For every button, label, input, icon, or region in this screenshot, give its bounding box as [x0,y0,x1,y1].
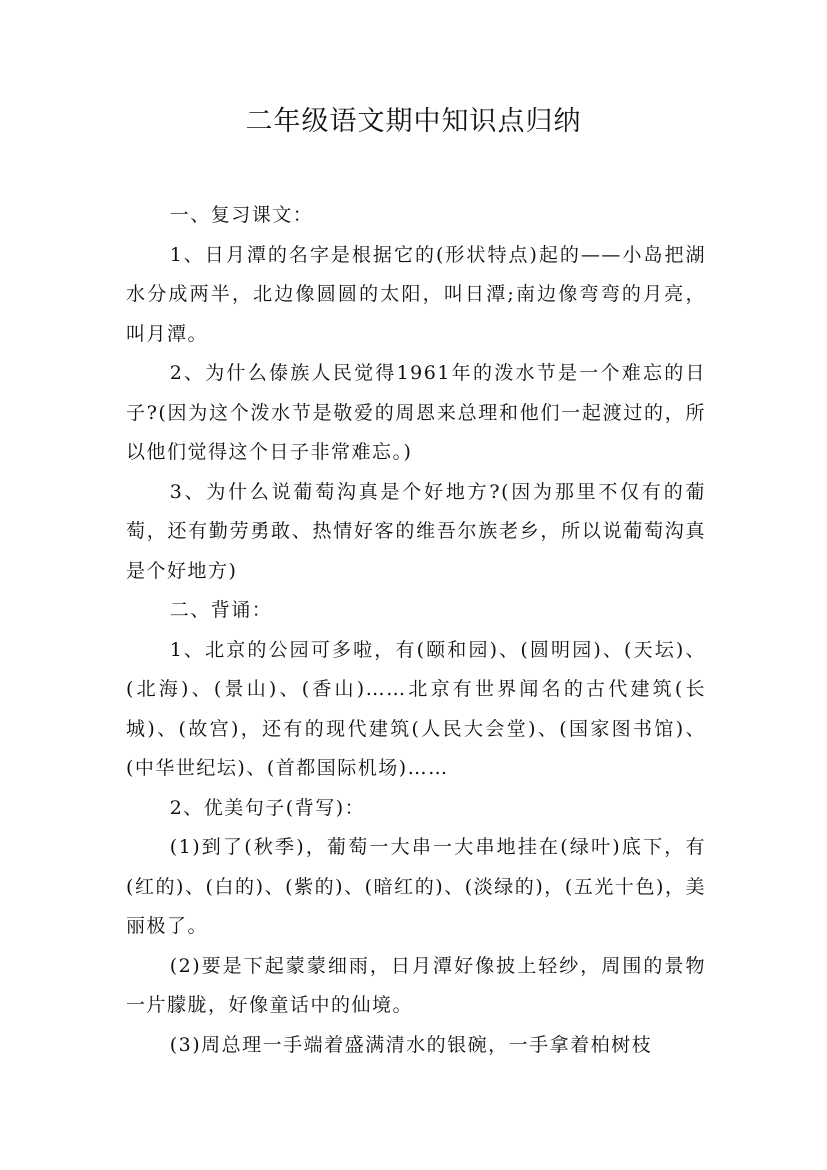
sentence-item-1: (1)到了(秋季)，葡萄一大串一大串地挂在(绿叶)底下，有(红的)、(白的)、(紫的)、(暗红的)、(淡绿的)，(五光十色)，美丽极了。 [126,836,706,937]
sentence-item-3: (3)周总理一手端着盛满清水的银碗，一手拿着柏树枝 [169,1033,653,1056]
paragraph-grape-valley: 3、为什么说葡萄沟真是个好地方?(因为那里不仅有的葡萄，还有勤劳勇敢、热情好客的维吾尔族老乡，所以说葡萄沟真是个好地方) [126,480,706,582]
sentence-item-2: (2)要是下起蒙蒙细雨，日月潭好像披上轻纱，周围的景物一片朦胧，好像童话中的仙境。 [126,954,706,1016]
subheading-sentences: 2、优美句子(背写)： [169,796,366,819]
section-heading-recite: 二、背诵： [169,599,273,621]
paragraph-sun-moon-lake: 1、日月潭的名字是根据它的(形状特点)起的——小岛把湖水分成两半，北边像圆圆的太阳，叫日潭;南边像弯弯的月亮，叫月潭。 [126,243,706,345]
paragraph-beijing-parks: 1、北京的公园可多啦，有(颐和园)、(圆明园)、(天坛)、(北海)、(景山)、(香山)……北京有世界闻名的古代建筑(长城)、(故宫)，还有的现代建筑(人民大会堂)、(国家图书馆)、(中华世纪坛)、(首都国际机场)…… [126,638,706,779]
paragraph-water-festival: 2、为什么傣族人民觉得1961年的泼水节是一个难忘的日子?(因为这个泼水节是敬爱的周恩来总理和他们一起渡过的，所以他们觉得这个日子非常难忘。) [126,362,706,463]
section-heading-review: 一、复习课文： [169,204,314,226]
document-body [126,196,706,1065]
document-title: 二年级语文期中知识点归纳 [245,106,582,137]
